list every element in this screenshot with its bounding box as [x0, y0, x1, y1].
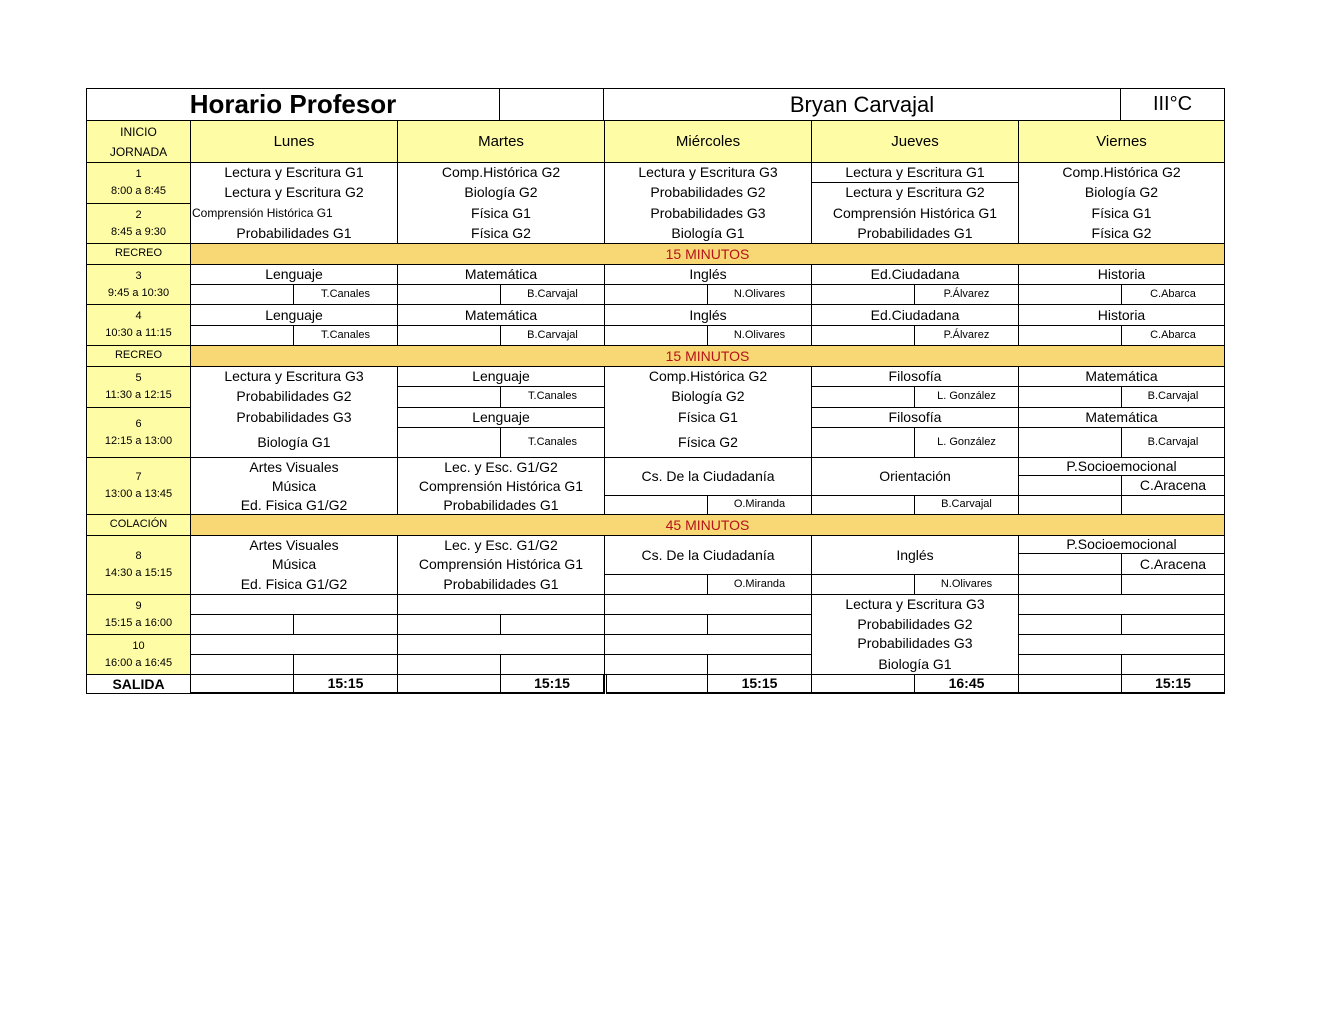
p4-jueves-teacher: P.Álvarez [914, 325, 1019, 346]
p5-viernes-subject: Matemática [1018, 366, 1225, 387]
block1-miercoles-4: Biología G1 [671, 225, 745, 241]
p10-miercoles-right [707, 654, 812, 675]
period-10-label [86, 634, 191, 675]
header-empty-cell [499, 88, 604, 121]
p8-viernes-blank1 [1018, 553, 1122, 575]
p3-lunes-subject: Lenguaje [190, 264, 398, 285]
p9-jueves-1: Lectura y Escritura G3 [845, 596, 985, 612]
p8-martes-1: Lec. y Esc. G1/G2 [444, 536, 558, 553]
salida-martes-blank [397, 674, 501, 694]
p5-viernes-blank [1018, 386, 1122, 408]
salida-label: SALIDA [86, 674, 191, 694]
salida-jueves-time: 16:45 [914, 674, 1019, 694]
start-line2: JORNADA [109, 144, 168, 159]
p8-miercoles-blank [604, 574, 708, 595]
period-time: 8:45 a 9:30 [110, 225, 167, 238]
block1-jueves-4: Probabilidades G1 [857, 225, 973, 241]
p5-jueves-subject: Filosofía [811, 366, 1019, 387]
block1-martes-3: Física G1 [471, 205, 531, 221]
p7-lunes-2: Música [271, 478, 317, 494]
p9-lunes-left [190, 614, 294, 635]
p3-martes-subject: Matemática [397, 264, 605, 285]
p6-martes-blank [397, 427, 501, 458]
p3-viernes-blank [1018, 284, 1122, 305]
p8-martes-2: Comprensión Histórica G1 [418, 556, 584, 572]
p4-miercoles-teacher: N.Olivares [707, 325, 812, 346]
block1-viernes-4: Física G2 [1091, 225, 1152, 241]
block1-lunes-1: Lectura y Escritura G1 [224, 164, 364, 180]
p4-lunes-teacher: T.Canales [293, 325, 398, 346]
p9-jueves-2: Probabilidades G2 [857, 616, 973, 632]
salida-martes-time: 15:15 [500, 674, 605, 694]
p10-lunes-right [293, 654, 398, 675]
recreo-2-banner: 15 MINUTOS [190, 345, 1225, 367]
period-number: 2 [135, 208, 142, 221]
block1-jueves-3: Comprensión Histórica G1 [832, 205, 998, 221]
period-time: 14:30 a 15:15 [104, 567, 173, 579]
p4-martes-subject: Matemática [397, 304, 605, 326]
p6-jueves-subject: Filosofía [811, 407, 1019, 428]
p3-jueves-blank [811, 284, 915, 305]
period-2-label [86, 203, 191, 244]
salida-miercoles-blank [606, 674, 708, 694]
p10-miercoles-top [604, 634, 812, 655]
period-number: 5 [135, 372, 142, 384]
p9-miercoles-top [604, 594, 812, 615]
schedule-table [86, 88, 1225, 694]
p9-martes-top [397, 594, 605, 615]
p5-martes-subject: Lenguaje [397, 366, 605, 387]
period-number: 6 [135, 417, 142, 430]
p7-martes-1: Lec. y Esc. G1/G2 [444, 458, 558, 475]
period-time: 12:15 a 13:00 [104, 434, 173, 447]
block1-lunes-2: Lectura y Escritura G2 [224, 184, 364, 200]
p8-jueves-blank [811, 574, 915, 595]
p8-jueves-subject: Inglés [811, 535, 1019, 575]
p7-viernes-blank1 [1018, 475, 1122, 496]
salida-jueves-blank [811, 674, 915, 694]
p7-viernes-blank3 [1121, 495, 1225, 515]
p9-viernes-right [1121, 614, 1225, 635]
p4-lunes-subject: Lenguaje [190, 304, 398, 326]
period-3-label [86, 264, 191, 305]
p10-viernes-top [1018, 634, 1225, 655]
p5-viernes-teacher: B.Carvajal [1121, 386, 1225, 408]
p3-lunes-teacher: T.Canales [293, 284, 398, 305]
period-time: 13:00 a 13:45 [104, 488, 173, 500]
block1-viernes-1: Comp.Histórica G2 [1062, 164, 1181, 180]
p4-jueves-subject: Ed.Ciudadana [811, 304, 1019, 326]
p7-jueves-teacher: B.Carvajal [914, 495, 1019, 515]
day-header-lunes: Lunes [190, 120, 398, 163]
p7-lunes-3: Ed. Fisica G1/G2 [240, 496, 348, 513]
p4-miercoles-blank [604, 325, 708, 346]
p8-viernes-subject: P.Socioemocional [1018, 535, 1225, 554]
recreo-1-label: RECREO [86, 243, 191, 265]
p5-martes-teacher: T.Canales [500, 386, 605, 408]
colacion-label: COLACIÓN [86, 514, 191, 536]
period-9-label [86, 594, 191, 635]
p8-lunes-1: Artes Visuales [249, 536, 339, 553]
p9-martes-left [397, 614, 501, 635]
block3-lunes-1: Lectura y Escritura G3 [224, 368, 364, 384]
p6-jueves-blank [811, 427, 915, 458]
block1-martes-1: Comp.Histórica G2 [441, 164, 561, 180]
recreo-1-banner: 15 MINUTOS [190, 243, 1225, 265]
p4-miercoles-subject: Inglés [604, 304, 812, 326]
block1-lunes-3: Comprensión Histórica G1 [192, 206, 333, 220]
p7-martes-3: Probabilidades G1 [443, 496, 559, 513]
block3-miercoles-3: Física G1 [678, 409, 738, 425]
salida-viernes-time: 15:15 [1121, 674, 1225, 694]
recreo-2-label: RECREO [86, 345, 191, 367]
p6-viernes-blank [1018, 427, 1122, 458]
p10-martes-right [500, 654, 605, 675]
period-number: 9 [135, 599, 142, 612]
salida-lunes-time: 15:15 [293, 674, 398, 694]
period-number: 10 [132, 639, 145, 652]
block3-lunes-4: Biología G1 [257, 434, 331, 450]
p4-viernes-subject: Historia [1018, 304, 1225, 326]
p8-viernes-blank3 [1121, 574, 1225, 595]
day-header-jueves: Jueves [811, 120, 1019, 163]
p4-martes-blank [397, 325, 501, 346]
block3-lunes-2: Probabilidades G2 [236, 388, 352, 404]
block1-lunes-4: Probabilidades G1 [236, 225, 352, 241]
p7-miercoles-teacher: O.Miranda [707, 495, 812, 515]
p3-jueves-teacher: P.Álvarez [914, 284, 1019, 305]
period-time: 11:30 a 12:15 [105, 389, 172, 401]
block1-miercoles-3: Probabilidades G3 [650, 205, 766, 221]
p3-miercoles-teacher: N.Olivares [707, 284, 812, 305]
p3-viernes-subject: Historia [1018, 264, 1225, 285]
p8-miercoles-subject: Cs. De la Ciudadanía [604, 535, 812, 575]
p10-miercoles-left [604, 654, 708, 675]
p5-jueves-teacher: L. González [914, 386, 1019, 408]
teacher-name: Bryan Carvajal [603, 88, 1121, 121]
block1-viernes-3: Física G1 [1091, 205, 1152, 221]
day-header-viernes: Viernes [1018, 120, 1225, 163]
p8-lunes-3: Ed. Fisica G1/G2 [240, 576, 348, 592]
p4-jueves-blank [811, 325, 915, 346]
period-8-label [86, 535, 191, 595]
period-4-label [86, 304, 191, 346]
p4-lunes-blank [190, 325, 294, 346]
start-line1: INICIO [120, 124, 157, 139]
block3-miercoles-2: Biología G2 [671, 388, 745, 404]
p7-viernes-subject: P.Socioemocional [1018, 457, 1225, 476]
p10-martes-top [397, 634, 605, 655]
p10-martes-left [397, 654, 501, 675]
p6-martes-teacher: T.Canales [500, 427, 605, 458]
page-title: Horario Profesor [86, 88, 500, 121]
block1-jueves-2: Lectura y Escritura G2 [845, 184, 985, 200]
p6-jueves-teacher: L. González [914, 427, 1019, 458]
p3-martes-teacher: B.Carvajal [500, 284, 605, 305]
p8-miercoles-teacher: O.Miranda [707, 574, 812, 595]
salida-lunes-blank [190, 674, 294, 694]
period-number: 3 [135, 269, 142, 282]
p5-martes-blank [397, 386, 501, 408]
p3-martes-blank [397, 284, 501, 305]
course-label: III°C [1120, 88, 1225, 121]
start-label [86, 120, 191, 163]
period-time: 8:00 a 8:45 [110, 185, 167, 197]
p8-lunes-2: Música [271, 556, 317, 572]
p4-martes-teacher: B.Carvajal [500, 325, 605, 346]
period-time: 15:15 a 16:00 [104, 616, 173, 629]
p9-viernes-top [1018, 594, 1225, 615]
period-6-label [86, 407, 191, 458]
p4-viernes-teacher: C.Abarca [1121, 325, 1225, 346]
p7-jueves-subject: Orientación [811, 457, 1019, 496]
p10-lunes-top [190, 634, 398, 655]
p3-jueves-subject: Ed.Ciudadana [811, 264, 1019, 285]
p3-miercoles-subject: Inglés [604, 264, 812, 285]
period-5-label [86, 366, 191, 408]
p6-martes-subject: Lenguaje [397, 407, 605, 428]
p7-viernes-blank2 [1018, 495, 1122, 515]
p9-miercoles-left [604, 614, 708, 635]
period-number: 1 [135, 168, 142, 180]
p8-jueves-teacher: N.Olivares [914, 574, 1019, 595]
period-number: 4 [135, 310, 142, 322]
block1-viernes-2: Biología G2 [1084, 184, 1159, 200]
block1-martes-4: Física G2 [471, 225, 531, 241]
salida-miercoles-time: 15:15 [707, 674, 812, 694]
period-1-label [86, 162, 191, 204]
p8-viernes-teacher: C.Aracena [1121, 553, 1225, 575]
p6-viernes-teacher: B.Carvajal [1121, 427, 1225, 458]
p9-lunes-top [190, 594, 398, 615]
p3-viernes-teacher: C.Abarca [1121, 284, 1225, 305]
p7-lunes-1: Artes Visuales [249, 458, 339, 475]
p10-jueves-4: Biología G1 [878, 656, 952, 672]
p4-viernes-blank [1018, 325, 1122, 346]
block1-miercoles-2: Probabilidades G2 [650, 184, 766, 200]
colacion-banner: 45 MINUTOS [190, 514, 1225, 536]
p9-miercoles-right [707, 614, 812, 635]
block1-martes-2: Biología G2 [464, 184, 538, 200]
p3-miercoles-blank [604, 284, 708, 305]
p9-martes-right [500, 614, 605, 635]
p7-jueves-blank [811, 495, 915, 515]
p9-viernes-left [1018, 614, 1122, 635]
period-time: 9:45 a 10:30 [107, 286, 170, 299]
salida-viernes-blank [1018, 674, 1122, 694]
block1-jueves-1: Lectura y Escritura G1 [845, 164, 985, 180]
p10-viernes-left [1018, 654, 1122, 675]
p6-viernes-subject: Matemática [1018, 407, 1225, 428]
block3-miercoles-1: Comp.Histórica G2 [648, 368, 768, 384]
p7-viernes-teacher: C.Aracena [1121, 475, 1225, 496]
block3-lunes-3: Probabilidades G3 [236, 409, 352, 425]
day-header-martes: Martes [397, 120, 605, 163]
block3-miercoles-4: Física G2 [678, 434, 738, 450]
p10-lunes-left [190, 654, 294, 675]
p9-lunes-right [293, 614, 398, 635]
period-time: 10:30 a 11:15 [105, 327, 172, 339]
p10-viernes-right [1121, 654, 1225, 675]
period-number: 7 [135, 471, 142, 483]
p7-miercoles-blank [604, 495, 708, 515]
period-number: 8 [135, 550, 142, 562]
p3-lunes-blank [190, 284, 294, 305]
day-header-miercoles: Miércoles [604, 120, 812, 163]
p8-martes-3: Probabilidades G1 [443, 576, 559, 592]
p5-jueves-blank [811, 386, 915, 408]
period-time: 16:00 a 16:45 [104, 656, 173, 669]
p8-viernes-blank2 [1018, 574, 1122, 595]
p10-jueves-3: Probabilidades G3 [857, 635, 973, 651]
period-7-label [86, 457, 191, 515]
p7-miercoles-subject: Cs. De la Ciudadanía [604, 457, 812, 496]
p7-martes-2: Comprensión Histórica G1 [418, 478, 584, 494]
block1-miercoles-1: Lectura y Escritura G3 [638, 164, 778, 180]
